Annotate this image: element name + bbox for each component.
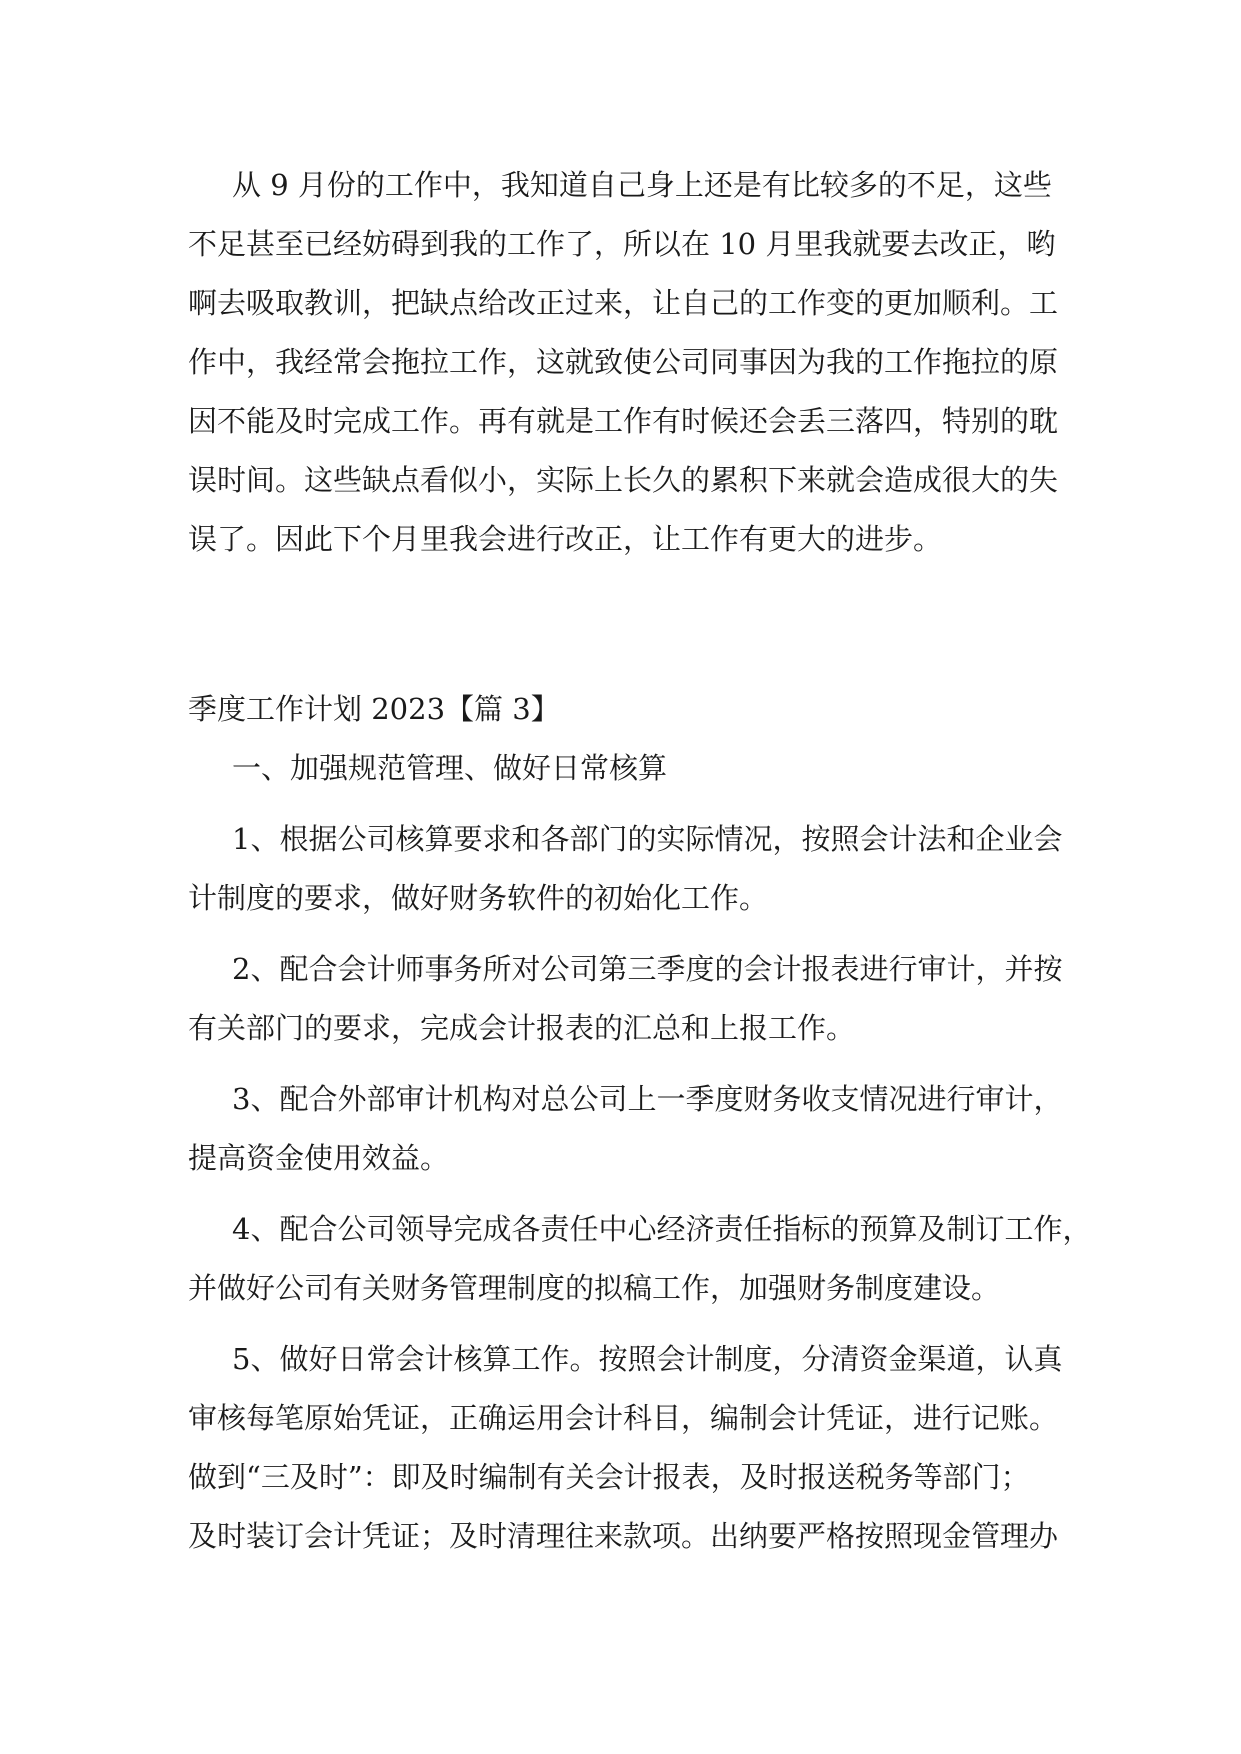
list-item-line: 及时装订会计凭证；及时清理往来款项。出纳要严格按照现金管理办 — [188, 1519, 1059, 1553]
paragraph-line: 误时间。这些缺点看似小，实际上长久的累积下来就会造成很大的失 — [188, 463, 1059, 497]
list-item-line: 计制度的要求，做好财务软件的初始化工作。 — [188, 881, 769, 915]
paragraph-line: 啊去吸取教训，把缺点给改正过来，让自己的工作变的更加顺利。工 — [188, 286, 1059, 320]
list-item-line: 做到“三及时”：即及时编制有关会计报表，及时报送税务等部门； — [188, 1460, 1030, 1494]
list-item — [188, 940, 1063, 1058]
intro-paragraph — [188, 156, 1058, 569]
list-item-line: 1、根据公司核算要求和各部门的实际情况，按照会计法和企业会 — [232, 822, 1063, 856]
list-item-line: 审核每笔原始凭证，正确运用会计科目，编制会计凭证，进行记账。 — [188, 1401, 1059, 1435]
plan-list — [188, 739, 1092, 1578]
paragraph-line: 作中，我经常会拖拉工作，这就致使公司同事因为我的工作拖拉的原 — [188, 345, 1059, 379]
list-item — [188, 1200, 1092, 1318]
list-item-line: 提高资金使用效益。 — [188, 1141, 450, 1175]
list-item-line: 有关部门的要求，完成会计报表的汇总和上报工作。 — [188, 1011, 856, 1045]
list-item — [188, 1330, 1063, 1566]
list-item-line: 4、配合公司领导完成各责任中心经济责任指标的预算及制订工作， — [232, 1212, 1092, 1246]
paragraph-line: 误了。因此下个月里我会进行改正，让工作有更大的进步。 — [188, 522, 943, 556]
section-title: 季度工作计划 2023【篇 3】 — [188, 692, 560, 726]
list-item-line: 5、做好日常会计核算工作。按照会计制度，分清资金渠道，认真 — [232, 1342, 1063, 1376]
section-title-block — [188, 680, 1058, 739]
paragraph-line: 从 9 月份的工作中，我知道自己身上还是有比较多的不足，这些 — [232, 168, 1052, 202]
list-item — [188, 810, 1063, 928]
paragraph-line: 不足甚至已经妨碍到我的工作了，所以在 10 月里我就要去改正，哟 — [188, 227, 1056, 261]
paragraph-line: 因不能及时完成工作。再有就是工作有时候还会丢三落四，特别的耽 — [188, 404, 1059, 438]
section-heading: 一、加强规范管理、做好日常核算 — [232, 751, 668, 785]
list-item-line: 3、配合外部审计机构对总公司上一季度财务收支情况进行审计， — [232, 1082, 1063, 1116]
list-item — [188, 1070, 1063, 1188]
list-item-line: 并做好公司有关财务管理制度的拟稿工作，加强财务制度建设。 — [188, 1271, 1001, 1305]
list-item-line: 2、配合会计师事务所对公司第三季度的会计报表进行审计，并按 — [232, 952, 1063, 986]
